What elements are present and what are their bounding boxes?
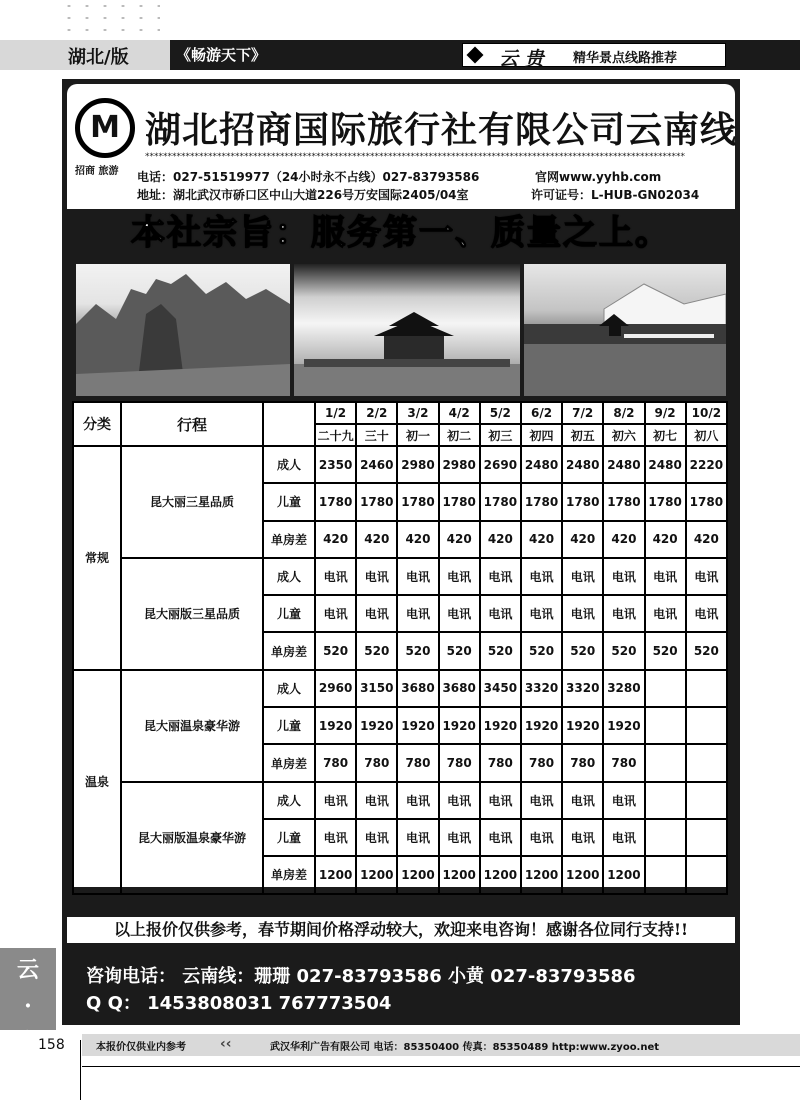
price-cell: 420 [645, 521, 686, 558]
price-cell: 1780 [397, 483, 438, 520]
price-table [72, 401, 728, 895]
price-cell: 1780 [645, 483, 686, 520]
price-cell: 电讯 [356, 819, 397, 856]
header-date: 5/2 [480, 402, 521, 424]
price-cell: 780 [480, 744, 521, 781]
price-cell: 1780 [562, 483, 603, 520]
price-cell: 1920 [603, 707, 644, 744]
contact-phones: 咨询电话： 云南线：珊珊 027-83793586 小黄 027-83793586 [86, 966, 636, 987]
price-cell: 电讯 [315, 558, 356, 595]
price-cell: 电讯 [562, 595, 603, 632]
price-cell: 2960 [315, 670, 356, 707]
table-header-row [73, 402, 727, 424]
motto-text: 本社宗旨：服务第一、质量之上。 [131, 213, 671, 253]
price-cell: 电讯 [315, 595, 356, 632]
price-cell: 520 [686, 632, 727, 669]
price-type-label: 单房差 [263, 632, 315, 669]
price-cell: 2220 [686, 446, 727, 483]
price-cell: 1200 [356, 856, 397, 893]
price-cell: 1780 [356, 483, 397, 520]
price-cell: 1920 [562, 707, 603, 744]
side-tab-label: 云·贵 [16, 957, 39, 1055]
price-cell: 1200 [480, 856, 521, 893]
price-cell: 1200 [439, 856, 480, 893]
price-cell: 电讯 [562, 782, 603, 819]
price-cell: 520 [480, 632, 521, 669]
table-row [73, 558, 727, 595]
price-type-label: 单房差 [263, 521, 315, 558]
price-cell: 电讯 [603, 819, 644, 856]
price-cell: 电讯 [521, 782, 562, 819]
price-cell [645, 782, 686, 819]
header-lunar-date: 初六 [603, 424, 644, 446]
header-lunar-date: 初七 [645, 424, 686, 446]
diamond-icon [467, 47, 484, 64]
price-cell: 420 [521, 521, 562, 558]
header-lunar-date: 三十 [356, 424, 397, 446]
price-cell: 780 [439, 744, 480, 781]
header-date: 10/2 [686, 402, 727, 424]
price-cell: 1200 [521, 856, 562, 893]
company-motto [67, 211, 735, 255]
price-cell: 1920 [356, 707, 397, 744]
price-cell: 电讯 [480, 782, 521, 819]
price-cell: 520 [315, 632, 356, 669]
top-banner [0, 40, 800, 70]
price-cell: 520 [562, 632, 603, 669]
price-cell: 电讯 [603, 595, 644, 632]
price-cell: 电讯 [480, 595, 521, 632]
price-cell: 电讯 [356, 558, 397, 595]
price-cell [645, 856, 686, 893]
price-type-label: 成人 [263, 670, 315, 707]
price-cell: 电讯 [439, 558, 480, 595]
price-type-label: 儿童 [263, 819, 315, 856]
price-cell: 1920 [521, 707, 562, 744]
price-cell: 电讯 [686, 558, 727, 595]
phone-line: 电话：027-51519977（24小时永不占线）027-83793586 [137, 170, 480, 184]
category-cell: 常规 [73, 446, 121, 670]
price-cell: 420 [439, 521, 480, 558]
stone-forest-photo [76, 264, 290, 396]
page-number: 158 [38, 1037, 65, 1053]
price-cell: 电讯 [397, 819, 438, 856]
price-cell: 520 [521, 632, 562, 669]
header-category: 分类 [73, 402, 121, 446]
price-cell: 780 [315, 744, 356, 781]
price-cell: 780 [397, 744, 438, 781]
price-cell [686, 670, 727, 707]
price-cell: 1920 [397, 707, 438, 744]
footer-divider [80, 1040, 81, 1100]
black-dragon-pool-photo [524, 264, 726, 396]
header-lunar-date: 初二 [439, 424, 480, 446]
header-lunar-date: 初一 [397, 424, 438, 446]
header-date: 4/2 [439, 402, 480, 424]
decorative-dots [60, 0, 160, 38]
price-cell: 520 [603, 632, 644, 669]
price-cell: 电讯 [603, 558, 644, 595]
price-cell: 520 [356, 632, 397, 669]
price-cell: 电讯 [356, 595, 397, 632]
price-cell: 420 [562, 521, 603, 558]
price-cell: 1780 [521, 483, 562, 520]
footer-right-text: 武汉华利广告有限公司 电话：85350400 传真：85350489 http:www.zyoo.net [270, 1042, 660, 1053]
bottom-rule [82, 1066, 800, 1067]
header-date: 8/2 [603, 402, 644, 424]
price-cell: 3450 [480, 670, 521, 707]
price-cell [686, 856, 727, 893]
company-header [67, 84, 738, 209]
price-cell: 3150 [356, 670, 397, 707]
price-cell: 电讯 [603, 782, 644, 819]
price-cell: 520 [397, 632, 438, 669]
contact-qq: Q Q： 1453808031 767773504 [86, 993, 392, 1014]
price-cell: 电讯 [562, 558, 603, 595]
price-cell: 420 [603, 521, 644, 558]
price-type-label: 儿童 [263, 483, 315, 520]
price-cell: 电讯 [315, 819, 356, 856]
header-lunar-date: 初八 [686, 424, 727, 446]
company-name: 湖北招商国际旅行社有限公司云南线 [145, 109, 738, 151]
price-cell: 420 [480, 521, 521, 558]
price-cell: 电讯 [521, 595, 562, 632]
price-cell: 1200 [315, 856, 356, 893]
price-cell: 520 [439, 632, 480, 669]
price-cell [686, 744, 727, 781]
price-cell: 电讯 [397, 558, 438, 595]
price-cell [645, 707, 686, 744]
header-blank [263, 402, 315, 446]
region-tag: 云 贵 [499, 48, 544, 70]
price-cell: 3680 [397, 670, 438, 707]
header-route: 行程 [121, 402, 263, 446]
header-lunar-date: 初三 [480, 424, 521, 446]
price-cell: 电讯 [645, 595, 686, 632]
table-row [73, 446, 727, 483]
price-cell: 电讯 [439, 819, 480, 856]
header-date: 3/2 [397, 402, 438, 424]
table-row [73, 782, 727, 819]
price-cell [645, 670, 686, 707]
price-cell: 520 [645, 632, 686, 669]
header-lunar-date: 初五 [562, 424, 603, 446]
price-cell: 电讯 [315, 782, 356, 819]
header-date: 2/2 [356, 402, 397, 424]
disclaimer-note: 以上报价仅供参考，春节期间价格浮动较大，欢迎来电咨询！感谢各位同行支持!! [67, 917, 735, 943]
recommend-label: 精华景点线路推荐 [573, 51, 678, 66]
price-cell: 780 [521, 744, 562, 781]
price-type-label: 成人 [263, 558, 315, 595]
ancient-city-gate-photo [294, 264, 520, 396]
price-cell: 1780 [315, 483, 356, 520]
price-cell: 3680 [439, 670, 480, 707]
price-cell [686, 819, 727, 856]
price-cell: 电讯 [480, 558, 521, 595]
price-cell: 电讯 [521, 558, 562, 595]
price-cell: 420 [315, 521, 356, 558]
company-logo-icon: M [75, 98, 135, 158]
price-cell: 2350 [315, 446, 356, 483]
price-cell: 2690 [480, 446, 521, 483]
price-cell: 420 [686, 521, 727, 558]
price-type-label: 儿童 [263, 595, 315, 632]
price-cell: 420 [356, 521, 397, 558]
price-cell: 电讯 [439, 595, 480, 632]
price-cell: 1920 [315, 707, 356, 744]
price-cell: 3320 [562, 670, 603, 707]
license: 许可证号：L-HUB-GN02034 [531, 188, 700, 202]
price-cell: 1200 [562, 856, 603, 893]
price-cell: 电讯 [397, 782, 438, 819]
price-cell: 1780 [480, 483, 521, 520]
price-cell: 1780 [439, 483, 480, 520]
price-cell: 1920 [480, 707, 521, 744]
photo-strip [76, 264, 726, 396]
footer-bar [82, 1034, 800, 1056]
price-type-label: 儿童 [263, 707, 315, 744]
price-cell: 电讯 [397, 595, 438, 632]
price-cell: 电讯 [521, 819, 562, 856]
price-cell: 2480 [645, 446, 686, 483]
price-cell: 2980 [439, 446, 480, 483]
header-lunar-date: 二十九 [315, 424, 356, 446]
price-cell: 1780 [603, 483, 644, 520]
header-date: 9/2 [645, 402, 686, 424]
star-divider: ************************************************************************************************************************ [145, 152, 685, 162]
price-cell [686, 707, 727, 744]
price-cell: 2980 [397, 446, 438, 483]
price-cell: 电讯 [356, 782, 397, 819]
price-cell [686, 782, 727, 819]
price-cell: 420 [397, 521, 438, 558]
section-tag [462, 43, 726, 70]
route-name-cell: 昆大丽温泉豪华游 [121, 670, 263, 782]
price-cell: 780 [562, 744, 603, 781]
price-cell [645, 819, 686, 856]
address: 地址：湖北武汉市硚口区中山大道226号万安国际2405/04室 [137, 188, 469, 202]
price-cell: 电讯 [645, 558, 686, 595]
region-label: 湖北/版 [0, 40, 170, 70]
website: 官网www.yyhb.com [535, 170, 662, 184]
price-cell: 1780 [686, 483, 727, 520]
header-date: 7/2 [562, 402, 603, 424]
route-name-cell: 昆大丽版温泉豪华游 [121, 782, 263, 894]
price-cell: 780 [356, 744, 397, 781]
price-cell: 电讯 [686, 595, 727, 632]
price-cell: 2460 [356, 446, 397, 483]
price-cell: 电讯 [480, 819, 521, 856]
header-date: 1/2 [315, 402, 356, 424]
route-name-cell: 昆大丽版三星品质 [121, 558, 263, 670]
price-cell: 2480 [562, 446, 603, 483]
header-lunar-date: 初四 [521, 424, 562, 446]
price-cell: 1200 [397, 856, 438, 893]
price-cell: 2480 [603, 446, 644, 483]
price-cell: 2480 [521, 446, 562, 483]
price-cell: 1200 [603, 856, 644, 893]
price-cell: 3280 [603, 670, 644, 707]
price-type-label: 单房差 [263, 744, 315, 781]
magazine-title: 《畅游天下》 [176, 46, 267, 64]
price-type-label: 成人 [263, 782, 315, 819]
logo-label: 招商 旅游 [75, 166, 119, 177]
chevron-left-icon: ‹‹ [220, 1036, 232, 1052]
price-table-wrap [72, 401, 728, 887]
price-cell: 电讯 [562, 819, 603, 856]
price-cell [645, 744, 686, 781]
price-cell: 3320 [521, 670, 562, 707]
category-cell: 温泉 [73, 670, 121, 894]
price-cell: 780 [603, 744, 644, 781]
advert-frame [62, 79, 740, 1025]
price-cell: 1920 [439, 707, 480, 744]
table-row [73, 670, 727, 707]
price-type-label: 成人 [263, 446, 315, 483]
footer-left-text: 本报价仅供业内参考 [96, 1042, 186, 1053]
price-cell: 电讯 [439, 782, 480, 819]
price-type-label: 单房差 [263, 856, 315, 893]
header-date: 6/2 [521, 402, 562, 424]
route-name-cell: 昆大丽三星品质 [121, 446, 263, 558]
